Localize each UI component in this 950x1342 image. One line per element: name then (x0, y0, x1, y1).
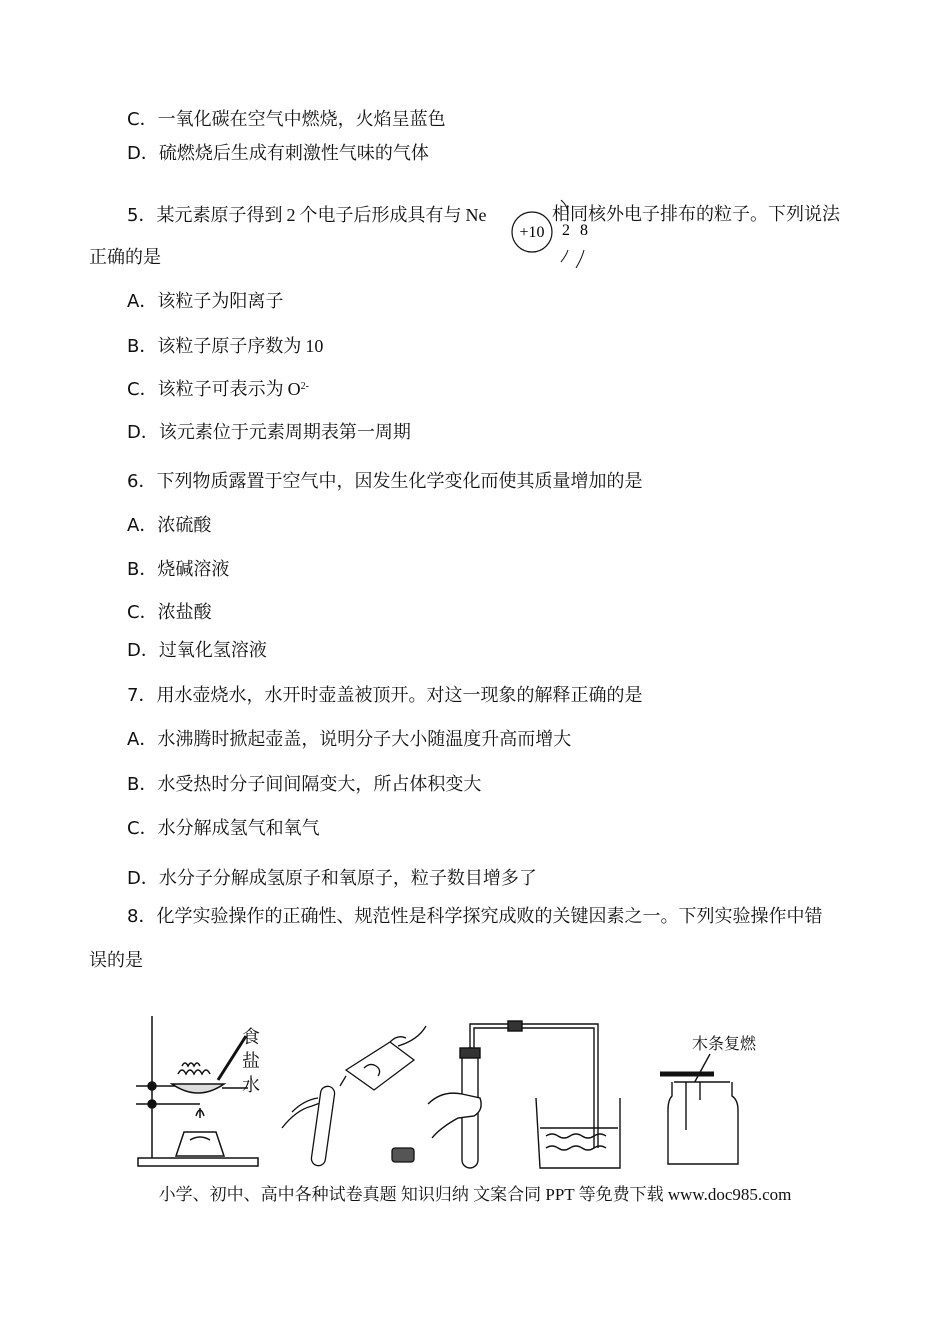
q5-option-b-number: 10 (305, 336, 324, 356)
q6-option-b: B．烧碱溶液 (127, 559, 230, 580)
figure-evaporation (130, 1012, 270, 1172)
shell-2-count: 8 (580, 222, 588, 239)
q5-ne: Ne (465, 205, 487, 225)
q5-option-b (127, 334, 323, 359)
q6-option-d: D．过氧化氢溶液 (127, 640, 267, 661)
q5-option-c-text: C．该粒子可表示为 (127, 379, 284, 400)
shell-1-count: 2 (562, 222, 570, 239)
q7-option-b: B．水受热时分子间间隔变大，所占体积变大 (127, 774, 482, 795)
q5-stem-continued: 正确的是 (89, 247, 161, 268)
q4-option-c: C．一氧化碳在空气中燃烧，火焰呈蓝色 (127, 109, 446, 130)
q5-option-d: D．该元素位于元素周期表第一周期 (127, 422, 411, 443)
nucleus-charge: +10 (519, 224, 545, 241)
q5-number: 2 (286, 205, 296, 225)
q8-stem-continued: 误的是 (89, 950, 143, 971)
q5-option-b-text: B．该粒子原子序数为 (127, 336, 302, 357)
q7-option-a: A．水沸腾时掀起壶盖，说明分子大小随温度升高而增大 (127, 729, 572, 750)
wood-rekindle-label: 木条复燃 (692, 1034, 757, 1053)
figure-pouring-liquid (278, 1020, 428, 1170)
shell-arc-1-bottom (561, 250, 568, 262)
q5-option-a: A．该粒子为阳离子 (127, 291, 284, 312)
q7-stem: 7．用水壶烧水，水开时壶盖被顶开。对这一现象的解释正确的是 (127, 685, 643, 706)
salt-water-label (242, 1026, 260, 1098)
q4-option-d: D．硫燃烧后生成有刺激性气味的气体 (127, 143, 429, 164)
q5-option-c (127, 377, 309, 402)
q5-stem-a: 5．某元素原子得到 (127, 205, 283, 226)
salt-water-label-2: 盐 (242, 1051, 260, 1072)
figure-gas-tightness (422, 1018, 622, 1170)
q5-stem (127, 203, 486, 228)
q5-stem-c: 相同核外电子排布的粒子。下列说法 (552, 204, 840, 225)
figure-oxygen-test (652, 1030, 772, 1172)
q5-stem-b: 个电子后形成具有与 (299, 205, 462, 226)
q6-stem: 6．下列物质露置于空气中，因发生化学变化而使其质量增加的是 (127, 471, 643, 492)
ion-charge: 2- (300, 381, 309, 392)
salt-water-label-3: 水 (242, 1075, 260, 1096)
salt-water-label-1: 食 (242, 1027, 260, 1048)
shell-arc-2-bottom (576, 250, 584, 268)
q8-stem: 8．化学实验操作的正确性、规范性是科学探究成败的关键因素之一。下列实验操作中错 (127, 906, 823, 927)
oxide-ion-symbol: O (287, 379, 301, 399)
q7-option-d: D．水分子分解成氢原子和氧原子，粒子数目增多了 (127, 868, 537, 889)
q6-option-a: A．浓硫酸 (127, 515, 212, 536)
q6-option-c: C．浓盐酸 (127, 602, 212, 623)
q7-option-c: C．水分解成氢气和氧气 (127, 818, 320, 839)
footer: 小学、初中、高中各种试卷真题 知识归纳 文案合同 PPT 等免费下载 www.doc985.com (158, 1185, 792, 1204)
